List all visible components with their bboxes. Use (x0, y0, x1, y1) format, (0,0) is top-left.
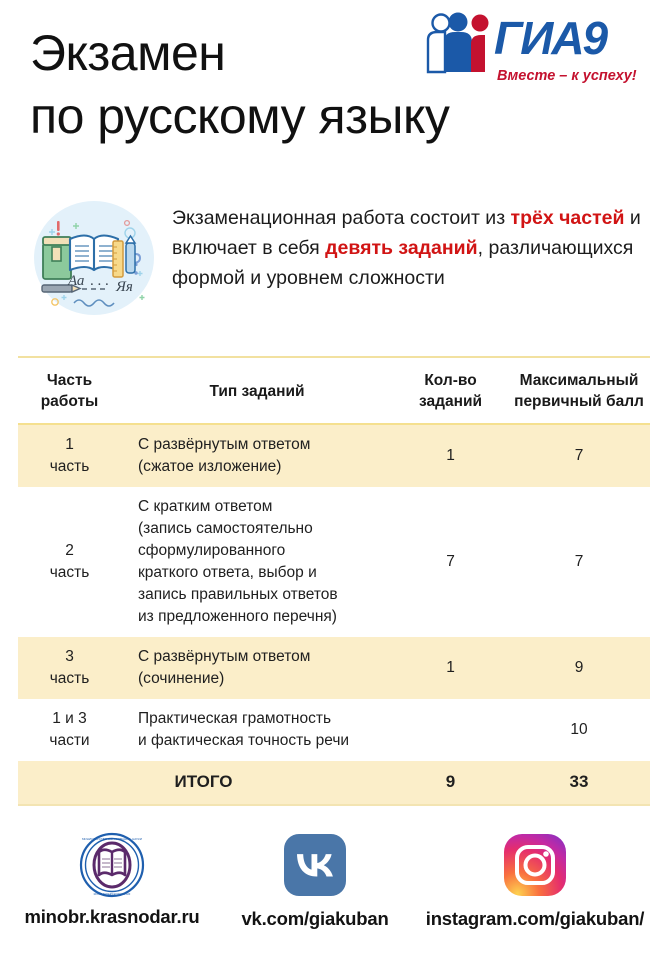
svg-text:КРАСНОДАРСКОГО КРАЯ: КРАСНОДАРСКОГО КРАЯ (93, 892, 131, 896)
row-count-cell: 1 (393, 637, 508, 699)
total-label: ИТОГО (18, 761, 393, 805)
exam-structure-table-wrapper (18, 356, 650, 806)
page-title (30, 22, 450, 148)
row-part-line2: часть (49, 458, 90, 475)
intro-paragraph (172, 203, 653, 293)
column-header-part-line1: Часть (46, 372, 93, 389)
table-row (18, 424, 650, 487)
row-part-line2: часть (49, 670, 90, 687)
footer-link-vk[interactable] (224, 832, 406, 930)
table-total-row (18, 761, 650, 805)
table-row (18, 699, 650, 761)
row-part-line2: часть (49, 564, 90, 581)
intro-section (0, 185, 665, 325)
column-header-count (393, 357, 508, 424)
footer-link-instagram-label: instagram.com/giakuban/ (425, 908, 645, 929)
minobr-krasnodar-emblem-icon (79, 832, 145, 898)
row-count-cell (393, 699, 508, 761)
row-part-line1: 3 (65, 648, 74, 665)
intro-text-2: и включает в себя (172, 207, 641, 259)
open-book-circle-illustration-icon (30, 199, 158, 317)
svg-text:Яя: Яя (116, 279, 133, 295)
column-header-type-line1: Тип заданий (209, 382, 305, 400)
intro-text-1: Экзаменационная работа состоит из (172, 207, 511, 229)
svg-text:МИНИСТЕРСТВО ОБРАЗОВАНИЯ, НАУК: МИНИСТЕРСТВО ОБРАЗОВАНИЯ, НАУКИ (82, 837, 142, 841)
row-type-cell: Практическая грамотность и фактическая точность речи (121, 699, 393, 761)
table-row (18, 487, 650, 637)
row-type-cell: С кратким ответом (запись самостоятельно сформулированного краткого ответа, выбор и запись правильных ответов из предложенного перечня) (121, 487, 393, 637)
row-type-cell: С развёрнутым ответом (сжатое изложение) (121, 424, 393, 487)
page-title-line-1: Экзамен (30, 25, 226, 81)
vk-icon (282, 834, 348, 900)
intro-highlight-2: девять заданий (325, 237, 478, 259)
row-type-cell: С развёрнутым ответом (сочинение) (121, 637, 393, 699)
footer-link-minobr-label: minobr.krasnodar.ru (24, 906, 200, 927)
exam-structure-table (18, 356, 650, 806)
table-row (18, 637, 650, 699)
row-part-cell (18, 637, 121, 699)
row-part-cell (18, 424, 121, 487)
row-part-cell (18, 487, 121, 637)
footer-link-instagram[interactable] (406, 832, 664, 930)
row-count-cell: 7 (393, 487, 508, 637)
gia9-logo (422, 8, 657, 98)
row-count-cell: 1 (393, 424, 508, 487)
column-header-part (18, 357, 121, 424)
column-header-score-line2: первичный балл (514, 393, 644, 410)
table-header-row (18, 357, 650, 424)
table-header (18, 357, 650, 424)
row-score-cell: 7 (508, 487, 650, 637)
row-score-cell: 9 (508, 637, 650, 699)
total-count: 9 (393, 761, 508, 805)
column-header-count-line2: заданий (419, 393, 482, 410)
footer-link-vk-label: vk.com/giakuban (241, 908, 389, 929)
row-score-cell: 7 (508, 424, 650, 487)
svg-text:Аа: Аа (68, 273, 85, 289)
column-header-part-line2: работы (40, 393, 99, 410)
column-header-score (508, 357, 650, 424)
total-score: 33 (508, 761, 650, 805)
row-part-line1: 2 (65, 542, 74, 559)
column-header-type (121, 357, 393, 424)
svg-text:. . .: . . . (90, 273, 109, 289)
row-part-line2: части (49, 732, 90, 749)
table-body (18, 424, 650, 805)
three-figures-emblem-icon (422, 10, 500, 78)
row-part-line1: 1 (65, 436, 74, 453)
column-header-score-line1: Максимальный (519, 372, 639, 389)
intro-highlight-1: трёх частей (510, 207, 625, 229)
intro-text-3: , различающихся формой и уровнем сложности (172, 237, 634, 289)
footer-link-minobr[interactable] (6, 832, 218, 928)
row-part-line1: 1 и 3 (52, 710, 87, 727)
row-part-cell (18, 699, 121, 761)
page-title-line-2: по русскому языку (30, 88, 450, 144)
footer-links (0, 828, 665, 960)
column-header-count-line1: Кол-во (424, 372, 477, 389)
page-header (0, 0, 665, 185)
row-score-cell: 10 (508, 699, 650, 761)
gia9-slogan: Вместе – к успеху! (497, 68, 637, 84)
instagram-icon (502, 834, 568, 900)
gia9-wordmark: ГИА9 (494, 12, 607, 64)
